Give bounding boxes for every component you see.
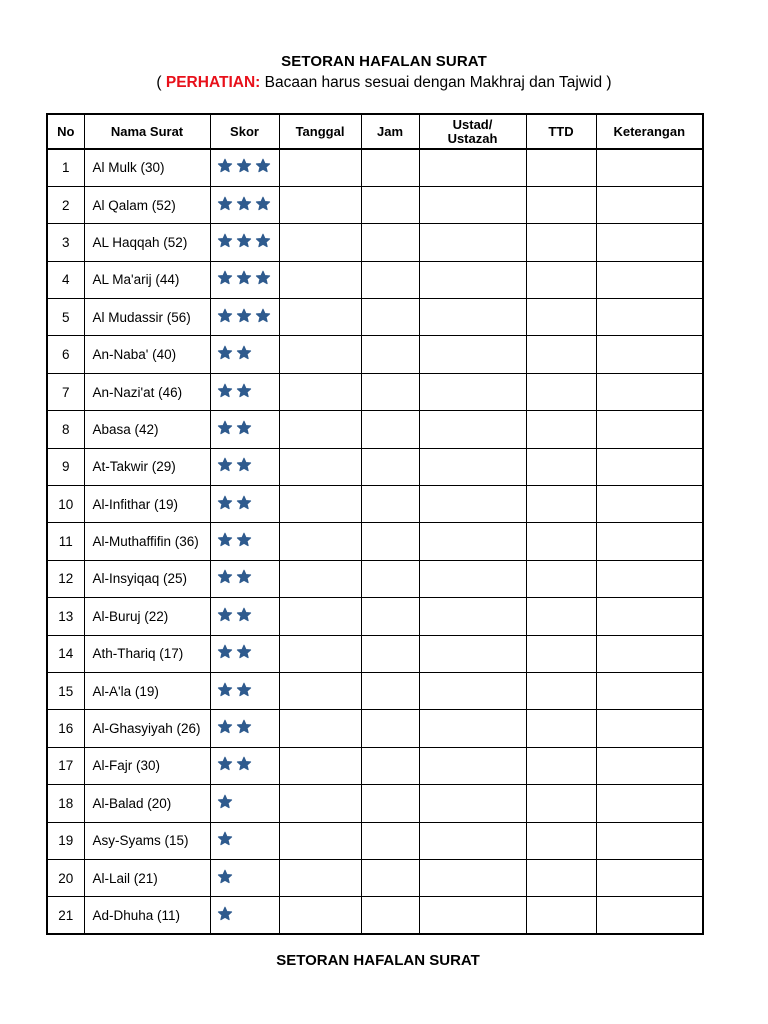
cell-jam[interactable] xyxy=(361,598,419,635)
cell-skor xyxy=(210,822,279,859)
star-icon xyxy=(236,644,252,663)
cell-skor xyxy=(210,186,279,223)
table-row xyxy=(47,560,703,597)
star-icon xyxy=(236,532,252,551)
cell-skor xyxy=(210,523,279,560)
cell-jam[interactable] xyxy=(361,859,419,896)
cell-keterangan[interactable] xyxy=(596,897,703,934)
cell-keterangan[interactable] xyxy=(596,336,703,373)
table-row xyxy=(47,747,703,784)
note-warning-label: PERHATIAN: xyxy=(165,74,261,91)
cell-keterangan[interactable] xyxy=(596,859,703,896)
cell-tanggal[interactable] xyxy=(279,186,361,223)
cell-tanggal[interactable] xyxy=(279,224,361,261)
cell-jam[interactable] xyxy=(361,261,419,298)
cell-tanggal[interactable] xyxy=(279,411,361,448)
star-icon xyxy=(217,644,233,663)
star-icon xyxy=(217,569,233,588)
cell-ttd[interactable] xyxy=(526,598,596,635)
cell-ustad[interactable] xyxy=(419,560,526,597)
cell-keterangan[interactable] xyxy=(596,785,703,822)
cell-no: 20 xyxy=(47,859,84,896)
cell-jam[interactable] xyxy=(361,523,419,560)
cell-jam[interactable] xyxy=(361,747,419,784)
cell-ustad[interactable] xyxy=(419,299,526,336)
star-icon xyxy=(217,869,233,888)
cell-ttd[interactable] xyxy=(526,336,596,373)
cell-skor xyxy=(210,560,279,597)
cell-ttd[interactable] xyxy=(526,411,596,448)
star-icon xyxy=(217,532,233,551)
cell-ttd[interactable] xyxy=(526,373,596,410)
cell-ustad[interactable] xyxy=(419,373,526,410)
cell-keterangan[interactable] xyxy=(596,710,703,747)
cell-ustad[interactable] xyxy=(419,785,526,822)
page-subtitle xyxy=(0,74,768,92)
star-icon xyxy=(217,457,233,476)
cell-no: 7 xyxy=(47,373,84,410)
table-row xyxy=(47,523,703,560)
footer-title: SETORAN HAFALAN SURAT xyxy=(276,952,480,969)
star-icon xyxy=(236,308,252,327)
cell-tanggal[interactable] xyxy=(279,598,361,635)
cell-ustad[interactable] xyxy=(419,635,526,672)
star-icon xyxy=(217,158,233,177)
cell-jam[interactable] xyxy=(361,299,419,336)
note-text: Bacaan harus sesuai dengan Makhraj dan Tajwid ) xyxy=(260,74,612,91)
cell-keterangan[interactable] xyxy=(596,523,703,560)
cell-ttd[interactable] xyxy=(526,822,596,859)
cell-jam[interactable] xyxy=(361,486,419,523)
cell-keterangan[interactable] xyxy=(596,373,703,410)
table-row xyxy=(47,897,703,934)
cell-ustad[interactable] xyxy=(419,822,526,859)
cell-keterangan[interactable] xyxy=(596,747,703,784)
cell-keterangan[interactable] xyxy=(596,672,703,709)
cell-keterangan[interactable] xyxy=(596,560,703,597)
table-row xyxy=(47,411,703,448)
table-row xyxy=(47,186,703,223)
cell-ustad[interactable] xyxy=(419,411,526,448)
cell-ttd[interactable] xyxy=(526,523,596,560)
cell-tanggal[interactable] xyxy=(279,336,361,373)
cell-keterangan[interactable] xyxy=(596,149,703,186)
col-header-keterangan: Keterangan xyxy=(596,114,703,149)
cell-ustad[interactable] xyxy=(419,859,526,896)
table-row xyxy=(47,598,703,635)
star-icon xyxy=(255,196,271,215)
col-header-no: No xyxy=(47,114,84,149)
cell-jam[interactable] xyxy=(361,336,419,373)
star-icon xyxy=(217,719,233,738)
hafalan-table xyxy=(46,113,704,935)
cell-ttd[interactable] xyxy=(526,486,596,523)
cell-nama-surat: Ath-Thariq (17) xyxy=(84,635,210,672)
cell-jam[interactable] xyxy=(361,635,419,672)
cell-skor xyxy=(210,710,279,747)
cell-nama-surat: Al Qalam (52) xyxy=(84,186,210,223)
cell-nama-surat: An-Naba' (40) xyxy=(84,336,210,373)
cell-tanggal[interactable] xyxy=(279,486,361,523)
cell-no: 21 xyxy=(47,897,84,934)
star-icon xyxy=(217,607,233,626)
star-icon xyxy=(236,196,252,215)
cell-ttd[interactable] xyxy=(526,448,596,485)
cell-keterangan[interactable] xyxy=(596,186,703,223)
cell-skor xyxy=(210,373,279,410)
cell-keterangan[interactable] xyxy=(596,224,703,261)
cell-ttd[interactable] xyxy=(526,635,596,672)
star-icon xyxy=(217,308,233,327)
star-icon xyxy=(217,495,233,514)
star-icon xyxy=(236,158,252,177)
cell-tanggal[interactable] xyxy=(279,149,361,186)
star-icon xyxy=(217,906,233,925)
cell-ustad[interactable] xyxy=(419,710,526,747)
cell-skor xyxy=(210,149,279,186)
cell-skor xyxy=(210,747,279,784)
cell-ustad[interactable] xyxy=(419,336,526,373)
table-row xyxy=(47,785,703,822)
cell-nama-surat: Al-Ghasyiyah (26) xyxy=(84,710,210,747)
cell-nama-surat: Abasa (42) xyxy=(84,411,210,448)
cell-keterangan[interactable] xyxy=(596,448,703,485)
table-row xyxy=(47,710,703,747)
star-icon xyxy=(255,308,271,327)
cell-no: 6 xyxy=(47,336,84,373)
col-header-ustad: Ustad/ Ustazah xyxy=(419,114,526,149)
cell-no: 16 xyxy=(47,710,84,747)
star-icon xyxy=(236,756,252,775)
cell-ustad[interactable] xyxy=(419,486,526,523)
table-row xyxy=(47,336,703,373)
cell-skor xyxy=(210,336,279,373)
cell-no: 2 xyxy=(47,186,84,223)
cell-jam[interactable] xyxy=(361,186,419,223)
table-header-row xyxy=(47,114,703,149)
cell-no: 10 xyxy=(47,486,84,523)
cell-keterangan[interactable] xyxy=(596,486,703,523)
cell-tanggal[interactable] xyxy=(279,373,361,410)
table-row xyxy=(47,486,703,523)
cell-no: 8 xyxy=(47,411,84,448)
cell-ttd[interactable] xyxy=(526,710,596,747)
cell-tanggal[interactable] xyxy=(279,261,361,298)
star-icon xyxy=(217,420,233,439)
cell-skor xyxy=(210,411,279,448)
cell-nama-surat: AL Ma'arij (44) xyxy=(84,261,210,298)
star-icon xyxy=(217,383,233,402)
cell-keterangan[interactable] xyxy=(596,299,703,336)
cell-tanggal[interactable] xyxy=(279,710,361,747)
cell-no: 3 xyxy=(47,224,84,261)
star-icon xyxy=(236,719,252,738)
table-row xyxy=(47,373,703,410)
cell-ustad[interactable] xyxy=(419,186,526,223)
cell-ttd[interactable] xyxy=(526,560,596,597)
star-icon xyxy=(236,495,252,514)
cell-tanggal[interactable] xyxy=(279,448,361,485)
cell-no: 9 xyxy=(47,448,84,485)
cell-jam[interactable] xyxy=(361,224,419,261)
cell-nama-surat: Al Mulk (30) xyxy=(84,149,210,186)
cell-ustad[interactable] xyxy=(419,224,526,261)
col-header-nama-surat: Nama Surat xyxy=(84,114,210,149)
cell-nama-surat: Al-Insyiqaq (25) xyxy=(84,560,210,597)
cell-ttd[interactable] xyxy=(526,672,596,709)
cell-ttd[interactable] xyxy=(526,859,596,896)
table-row xyxy=(47,448,703,485)
table-row xyxy=(47,859,703,896)
table-row xyxy=(47,261,703,298)
cell-nama-surat: Al-Buruj (22) xyxy=(84,598,210,635)
cell-ustad[interactable] xyxy=(419,897,526,934)
cell-skor xyxy=(210,486,279,523)
table-row xyxy=(47,299,703,336)
cell-nama-surat: Asy-Syams (15) xyxy=(84,822,210,859)
cell-jam[interactable] xyxy=(361,149,419,186)
cell-keterangan[interactable] xyxy=(596,822,703,859)
cell-tanggal[interactable] xyxy=(279,747,361,784)
cell-nama-surat: An-Nazi'at (46) xyxy=(84,373,210,410)
cell-no: 12 xyxy=(47,560,84,597)
cell-tanggal[interactable] xyxy=(279,523,361,560)
cell-jam[interactable] xyxy=(361,672,419,709)
cell-skor xyxy=(210,224,279,261)
cell-no: 18 xyxy=(47,785,84,822)
cell-skor xyxy=(210,299,279,336)
cell-ustad[interactable] xyxy=(419,448,526,485)
cell-keterangan[interactable] xyxy=(596,635,703,672)
cell-jam[interactable] xyxy=(361,448,419,485)
cell-tanggal[interactable] xyxy=(279,859,361,896)
cell-jam[interactable] xyxy=(361,710,419,747)
cell-ttd[interactable] xyxy=(526,299,596,336)
table-row xyxy=(47,672,703,709)
star-icon xyxy=(255,158,271,177)
cell-tanggal[interactable] xyxy=(279,672,361,709)
cell-no: 11 xyxy=(47,523,84,560)
cell-skor xyxy=(210,897,279,934)
cell-nama-surat: Al-A'la (19) xyxy=(84,672,210,709)
cell-keterangan[interactable] xyxy=(596,411,703,448)
star-icon xyxy=(236,383,252,402)
cell-ttd[interactable] xyxy=(526,224,596,261)
cell-keterangan[interactable] xyxy=(596,261,703,298)
cell-jam[interactable] xyxy=(361,822,419,859)
col-header-jam: Jam xyxy=(361,114,419,149)
star-icon xyxy=(236,569,252,588)
cell-keterangan[interactable] xyxy=(596,598,703,635)
table-row xyxy=(47,149,703,186)
cell-ustad[interactable] xyxy=(419,261,526,298)
cell-skor xyxy=(210,261,279,298)
table-row xyxy=(47,822,703,859)
table-body xyxy=(47,149,703,934)
cell-tanggal[interactable] xyxy=(279,785,361,822)
cell-no: 13 xyxy=(47,598,84,635)
star-icon xyxy=(217,196,233,215)
cell-skor xyxy=(210,672,279,709)
cell-nama-surat: Al-Infithar (19) xyxy=(84,486,210,523)
star-icon xyxy=(217,794,233,813)
star-icon xyxy=(255,233,271,252)
cell-ustad[interactable] xyxy=(419,598,526,635)
cell-skor xyxy=(210,785,279,822)
cell-ttd[interactable] xyxy=(526,785,596,822)
cell-skor xyxy=(210,635,279,672)
cell-nama-surat: Ad-Dhuha (11) xyxy=(84,897,210,934)
cell-skor xyxy=(210,859,279,896)
star-icon xyxy=(217,270,233,289)
star-icon xyxy=(255,270,271,289)
cell-ttd[interactable] xyxy=(526,747,596,784)
star-icon xyxy=(236,682,252,701)
cell-nama-surat: Al-Muthaffifin (36) xyxy=(84,523,210,560)
cell-ustad[interactable] xyxy=(419,523,526,560)
star-icon xyxy=(217,682,233,701)
star-icon xyxy=(236,607,252,626)
cell-ttd[interactable] xyxy=(526,186,596,223)
cell-nama-surat: AL Haqqah (52) xyxy=(84,224,210,261)
cell-nama-surat: At-Takwir (29) xyxy=(84,448,210,485)
cell-no: 4 xyxy=(47,261,84,298)
cell-no: 17 xyxy=(47,747,84,784)
table-row xyxy=(47,224,703,261)
cell-no: 14 xyxy=(47,635,84,672)
cell-tanggal[interactable] xyxy=(279,897,361,934)
cell-no: 15 xyxy=(47,672,84,709)
star-icon xyxy=(236,457,252,476)
page-title: SETORAN HAFALAN SURAT xyxy=(281,53,487,70)
cell-ttd[interactable] xyxy=(526,897,596,934)
star-icon xyxy=(217,756,233,775)
cell-jam[interactable] xyxy=(361,560,419,597)
cell-nama-surat: Al-Balad (20) xyxy=(84,785,210,822)
cell-jam[interactable] xyxy=(361,411,419,448)
cell-nama-surat: Al Mudassir (56) xyxy=(84,299,210,336)
cell-skor xyxy=(210,448,279,485)
cell-nama-surat: Al-Fajr (30) xyxy=(84,747,210,784)
cell-ttd[interactable] xyxy=(526,261,596,298)
cell-jam[interactable] xyxy=(361,785,419,822)
star-icon xyxy=(217,233,233,252)
star-icon xyxy=(217,831,233,850)
star-icon xyxy=(236,233,252,252)
star-icon xyxy=(236,420,252,439)
note-open: ( xyxy=(156,74,166,91)
star-icon xyxy=(236,345,252,364)
cell-no: 1 xyxy=(47,149,84,186)
col-header-ttd: TTD xyxy=(526,114,596,149)
col-header-skor: Skor xyxy=(210,114,279,149)
cell-tanggal[interactable] xyxy=(279,822,361,859)
cell-tanggal[interactable] xyxy=(279,635,361,672)
star-icon xyxy=(236,270,252,289)
cell-no: 19 xyxy=(47,822,84,859)
cell-skor xyxy=(210,598,279,635)
cell-tanggal[interactable] xyxy=(279,299,361,336)
cell-no: 5 xyxy=(47,299,84,336)
cell-nama-surat: Al-Lail (21) xyxy=(84,859,210,896)
star-icon xyxy=(217,345,233,364)
cell-ustad[interactable] xyxy=(419,672,526,709)
cell-jam[interactable] xyxy=(361,373,419,410)
table-row xyxy=(47,635,703,672)
cell-ttd[interactable] xyxy=(526,149,596,186)
cell-tanggal[interactable] xyxy=(279,560,361,597)
cell-ustad[interactable] xyxy=(419,149,526,186)
cell-ustad[interactable] xyxy=(419,747,526,784)
col-header-tanggal: Tanggal xyxy=(279,114,361,149)
cell-jam[interactable] xyxy=(361,897,419,934)
